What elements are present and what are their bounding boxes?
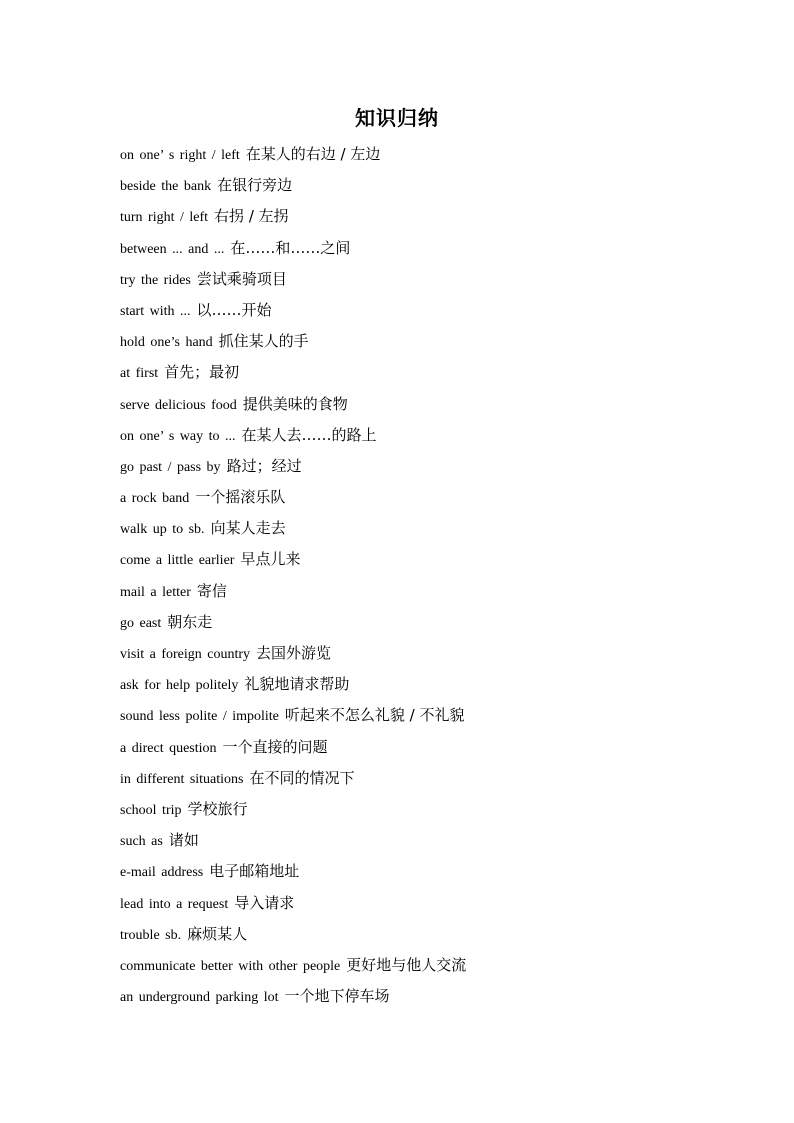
english-phrase: go past / pass by — [120, 459, 221, 475]
english-phrase: in different situations — [120, 771, 244, 787]
chinese-meaning: 在银行旁边 — [217, 176, 293, 195]
list-item — [120, 390, 740, 421]
list-item — [120, 577, 740, 608]
chinese-meaning: 一个直接的问题 — [222, 737, 328, 756]
list-item — [120, 452, 740, 483]
english-phrase: hold one’s hand — [120, 335, 213, 351]
list-item — [120, 296, 740, 327]
list-item — [120, 795, 740, 826]
list-item — [120, 327, 740, 358]
list-item — [120, 234, 740, 265]
list-item — [120, 358, 740, 389]
english-phrase: such as — [120, 834, 163, 850]
english-phrase: sound less polite / impolite — [120, 709, 279, 725]
chinese-meaning: 在……和……之间 — [230, 238, 351, 257]
english-phrase: on one’ s right / left — [120, 148, 240, 163]
english-phrase: school trip — [120, 802, 182, 818]
list-item — [120, 951, 740, 982]
chinese-meaning: 路过；经过 — [226, 456, 302, 475]
chinese-meaning: 学校旅行 — [187, 799, 248, 818]
chinese-meaning: 以……开始 — [196, 300, 272, 319]
list-item — [120, 171, 740, 202]
vocabulary-list — [120, 140, 740, 1013]
list-item — [120, 920, 740, 951]
chinese-meaning: 一个地下停车场 — [284, 987, 390, 1006]
english-phrase: mail a letter — [120, 584, 191, 600]
list-item — [120, 764, 740, 795]
list-item — [120, 545, 740, 576]
chinese-meaning: 朝东走 — [167, 612, 213, 631]
chinese-meaning: 一个摇滚乐队 — [195, 488, 286, 507]
list-item — [120, 639, 740, 670]
english-phrase: turn right / left — [120, 210, 209, 226]
chinese-meaning: 去国外游览 — [256, 644, 332, 662]
english-phrase: trouble sb. — [120, 927, 182, 943]
chinese-meaning: 首先；最初 — [164, 363, 240, 382]
chinese-meaning: 礼貌地请求帮助 — [244, 675, 350, 694]
english-phrase: come a little earlier — [120, 553, 235, 569]
chinese-meaning: 右拐 / 左拐 — [214, 207, 289, 226]
list-item — [120, 701, 740, 732]
english-phrase: walk up to sb. — [120, 522, 205, 538]
chinese-meaning: 导入请求 — [234, 893, 295, 912]
english-phrase: on one’ s way to ... — [120, 428, 236, 444]
chinese-meaning: 在不同的情况下 — [249, 768, 355, 787]
english-phrase: go east — [120, 615, 162, 631]
english-phrase: visit a foreign country — [120, 647, 251, 662]
list-item — [120, 202, 740, 233]
list-item — [120, 670, 740, 701]
english-phrase: a direct question — [120, 740, 217, 756]
list-item — [120, 608, 740, 639]
list-item — [120, 889, 740, 920]
english-phrase: a rock band — [120, 491, 190, 507]
list-item — [120, 265, 740, 296]
chinese-meaning: 早点儿来 — [240, 550, 301, 569]
list-item — [120, 421, 740, 452]
list-item — [120, 514, 740, 545]
english-phrase: beside the bank — [120, 179, 212, 195]
chinese-meaning: 在某人的右边 / 左边 — [245, 145, 381, 163]
english-phrase: start with ... — [120, 303, 191, 319]
english-phrase: try the rides — [120, 272, 191, 288]
chinese-meaning: 听起来不怎么礼貌 / 不礼貌 — [284, 706, 465, 725]
chinese-meaning: 在某人去……的路上 — [241, 425, 377, 444]
english-phrase: lead into a request — [120, 896, 229, 912]
chinese-meaning: 麻烦某人 — [187, 924, 248, 943]
english-phrase: communicate better with other people — [120, 958, 341, 974]
english-phrase: e-mail address — [120, 865, 204, 881]
chinese-meaning: 诸如 — [168, 831, 199, 850]
english-phrase: at first — [120, 366, 159, 382]
list-item — [120, 483, 740, 514]
english-phrase: serve delicious food — [120, 397, 237, 413]
page-title: 知识归纳 — [355, 106, 439, 130]
chinese-meaning: 向某人走去 — [210, 519, 286, 538]
list-item — [120, 982, 740, 1013]
list-item — [120, 857, 740, 888]
chinese-meaning: 抓住某人的手 — [218, 332, 309, 351]
list-item — [120, 826, 740, 857]
chinese-meaning: 寄信 — [196, 581, 227, 600]
english-phrase: ask for help politely — [120, 678, 239, 694]
chinese-meaning: 尝试乘骑项目 — [196, 269, 287, 288]
chinese-meaning: 提供美味的食物 — [242, 394, 348, 413]
list-item — [120, 140, 740, 171]
list-item — [120, 733, 740, 764]
chinese-meaning: 电子邮箱地址 — [209, 862, 300, 881]
english-phrase: between ... and ... — [120, 241, 225, 257]
english-phrase: an underground parking lot — [120, 990, 279, 1006]
chinese-meaning: 更好地与他人交流 — [346, 955, 467, 974]
